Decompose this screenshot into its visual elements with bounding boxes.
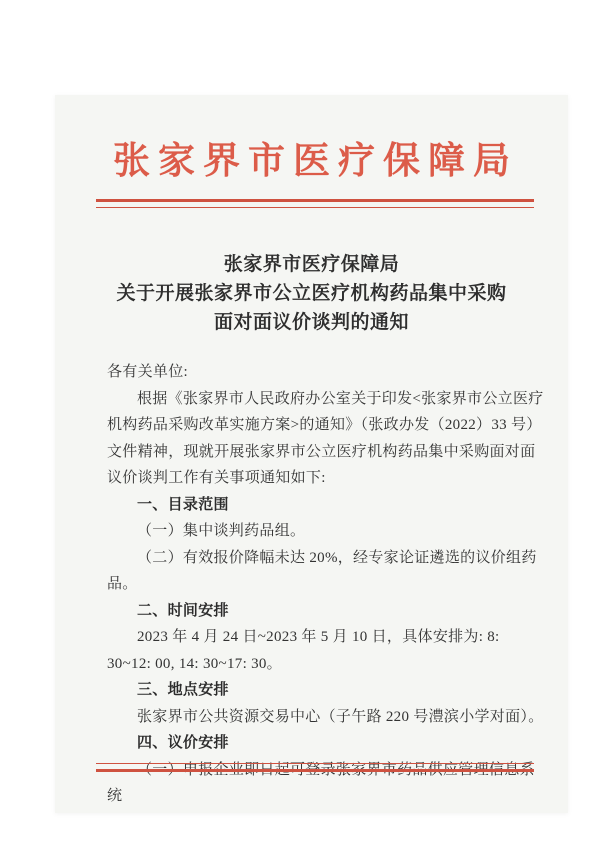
section-2-heading: 二、时间安排 [137,601,229,619]
salutation: 各有关单位: [107,364,188,380]
document-title-line-1: 张家界市医疗保障局 [223,254,400,275]
masthead-divider-rule [96,199,534,208]
section-1-item-2: （二）有效报价降幅未达 20%，经专家论证遴选的议价组药品。 [107,549,537,592]
document-page [55,95,568,813]
document-title-line-3: 面对面议价谈判的通知 [213,312,409,333]
section-1-item-1: （一）集中谈判药品组。 [137,523,306,539]
document-title-line-2: 关于开展张家界市公立医疗机构药品集中采购 [116,283,507,304]
section-2-item-1: 2023 年 4 月 24 日~2023 年 5 月 10 日，具体安排为: 8: 30~12: 00, 14: 30~17: 30。 [107,629,500,672]
footer-divider-rule [96,763,534,772]
intro-paragraph: 根据《张家界市人民政府办公室关于印发<张家界市公立医疗机构药品采购改革实施方案>的通知》（张政办发（2022）33 号）文件精神，现就开展张家界市公立医疗机构药品集中采购面对面议价谈判工作有关事项通知如下: [107,390,544,486]
agency-masthead: 张家界市医疗保障局 [113,141,518,182]
section-3-heading: 三、地点安排 [137,681,229,698]
section-3-item-1: 张家界市公共资源交易中心（子午路 220 号澧滨小学对面）。 [137,708,544,725]
section-4-heading: 四、议价安排 [137,734,229,751]
section-4-item-1: （一）申报企业即日起可登录张家界市药品供应管理信息系统 [107,761,535,804]
document-body [107,359,545,810]
section-1-heading: 一、目录范围 [137,495,229,513]
document-title [55,250,568,337]
